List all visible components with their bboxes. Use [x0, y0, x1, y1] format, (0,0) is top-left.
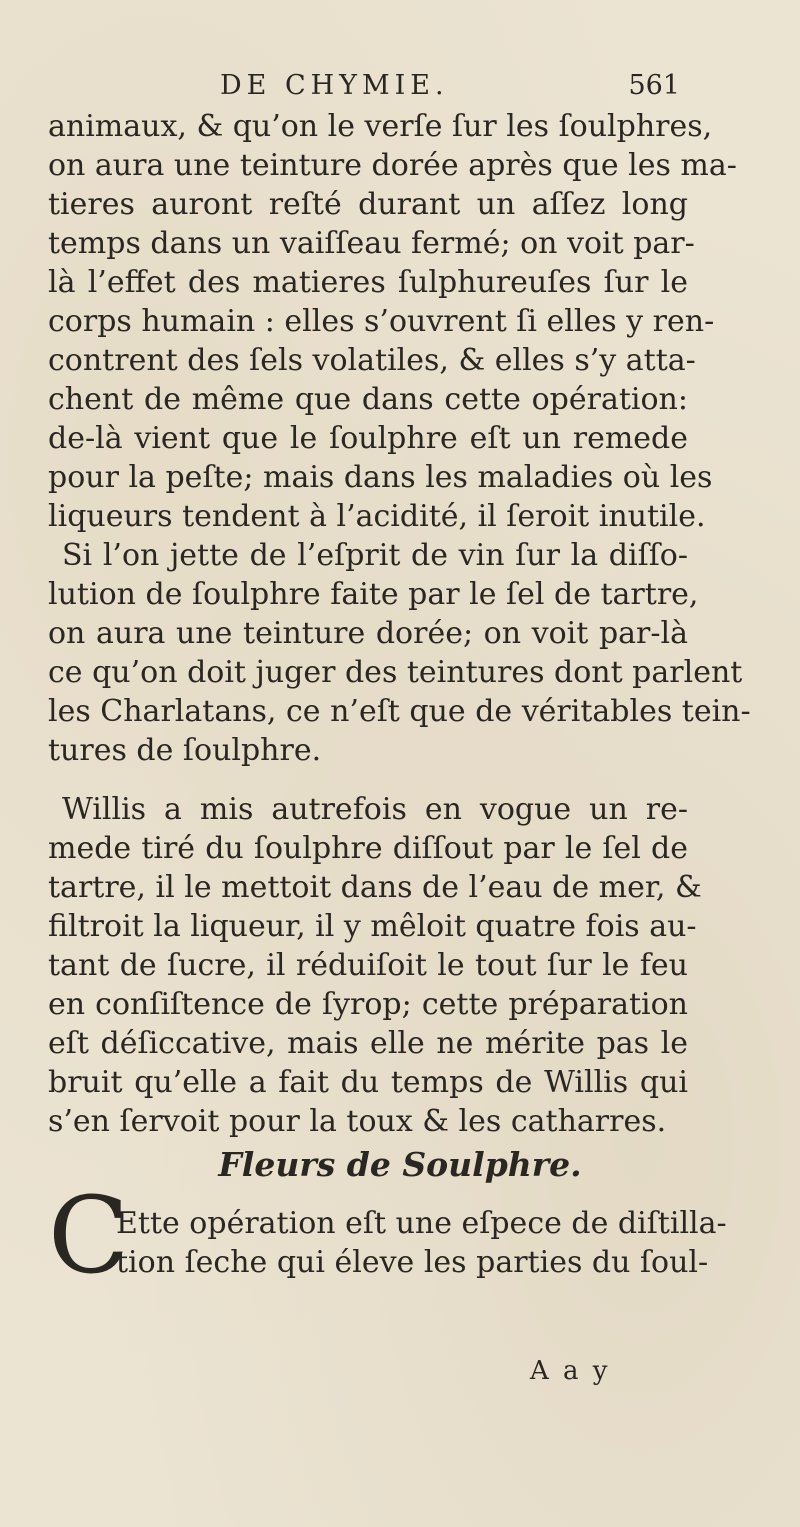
text-line: contrent des ſels volatiles, & elles s’y atta- [48, 343, 696, 378]
text-line: mede tiré du ſoulphre diſſout par le ſel de [48, 831, 688, 866]
text-line: bruit qu’elle a fait du temps de Willis qui [48, 1065, 688, 1100]
page-number: 561 [628, 70, 680, 101]
text-line: tieres auront reſté durant un aſſez long [48, 187, 688, 222]
signature-mark: A a y [530, 1356, 611, 1386]
text-line: s’en ſervoit pour la toux & les catharres. [48, 1104, 667, 1139]
text-line: animaux, & qu’on le verſe ſur les ſoulphres, [48, 109, 713, 144]
text-line: de-là vient que le ſoulphre eſt un remede [48, 421, 688, 456]
text-line: eſt déſiccative, mais elle ne mérite pas le [48, 1026, 688, 1061]
section-heading: Fleurs de Soulphre. [218, 1145, 582, 1184]
running-header [220, 70, 680, 110]
text-line: pour la peſte; mais dans les maladies où les [48, 460, 713, 495]
text-line: là l’effet des matieres ſulphureuſes ſur le [48, 265, 688, 300]
text-line: Willis a mis autrefois en vogue un re- [62, 792, 688, 827]
text-line: on aura une teinture dorée; on voit par-là [48, 616, 688, 651]
text-line: chent de même que dans cette opération: [48, 382, 688, 417]
text-line: filtroit la liqueur, il y mêloit quatre fois au- [48, 909, 697, 944]
text-line: on aura une teinture dorée après que les ma- [48, 148, 737, 183]
text-line: tures de ſoulphre. [48, 733, 322, 768]
text-line: les Charlatans, ce n’eſt que de véritables tein- [48, 694, 751, 729]
text-line: corps humain : elles s’ouvrent ſi elles y ren- [48, 304, 715, 339]
text-line: Ette opération eſt une eſpece de diſtilla- [116, 1206, 727, 1241]
text-line: tion ſeche qui éleve les parties du ſoul- [116, 1245, 709, 1280]
text-line: tartre, il le mettoit dans de l’eau de mer, & [48, 870, 702, 905]
text-line: temps dans un vaiſſeau fermé; on voit par- [48, 226, 695, 261]
text-line: liqueurs tendent à l’acidité, il ſeroit inutile. [48, 499, 706, 534]
text-line: lution de ſoulphre faite par le ſel de tartre, [48, 577, 699, 612]
text-line: en conſiſtence de ſyrop; cette préparation [48, 987, 688, 1022]
text-line: Si l’on jette de l’eſprit de vin ſur la diſſo- [62, 538, 688, 573]
running-title: DE CHYMIE. [220, 70, 449, 101]
text-line: ce qu’on doit juger des teintures dont parlent [48, 655, 743, 690]
text-line: tant de ſucre, il réduiſoit le tout ſur le feu [48, 948, 688, 983]
drop-cap: C [48, 1174, 130, 1297]
